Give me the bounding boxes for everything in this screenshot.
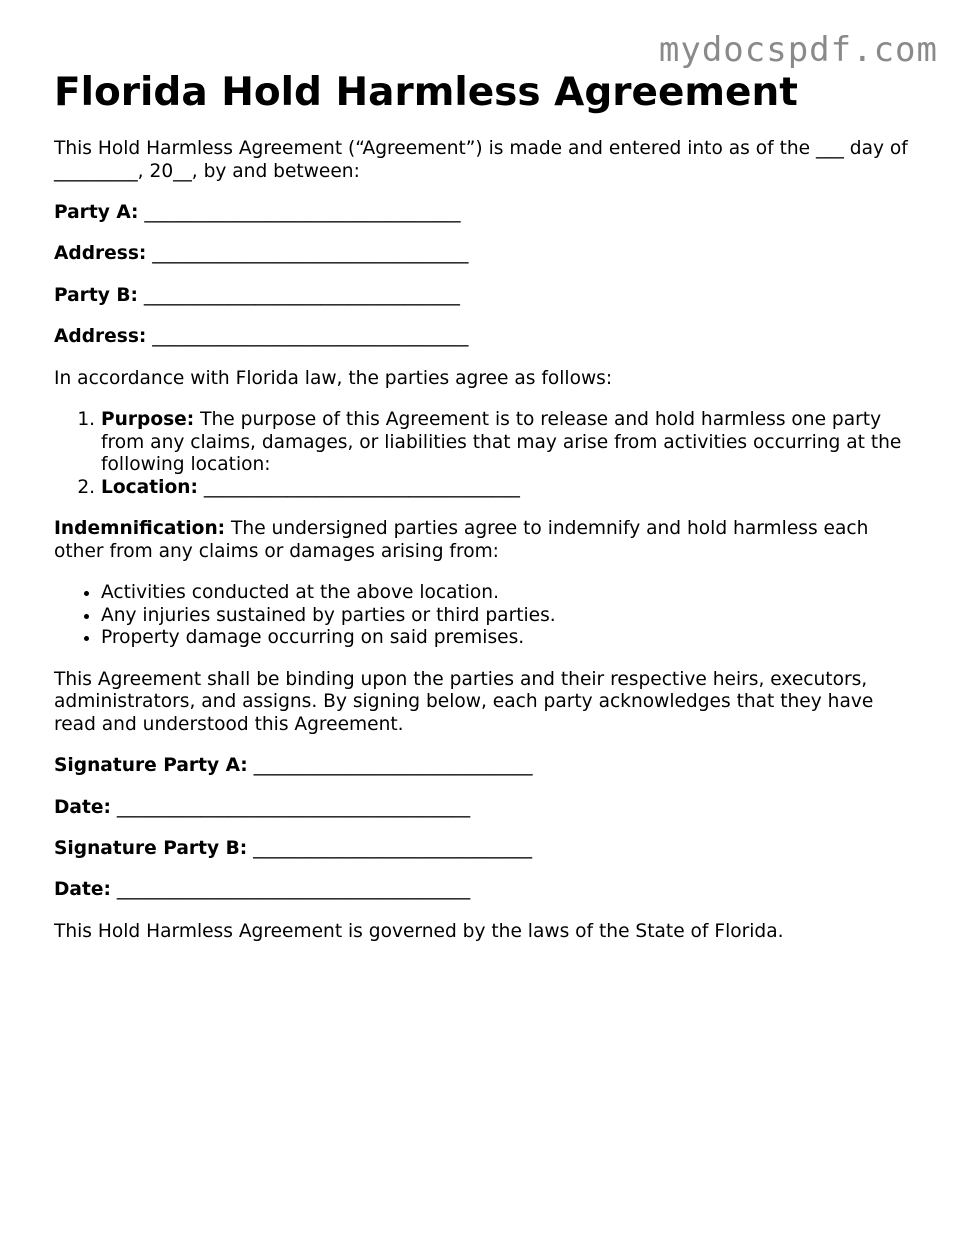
claims-list	[54, 582, 919, 650]
field-label: Address:	[54, 326, 147, 348]
terms-list	[54, 409, 919, 499]
field-blank: __________________________________	[143, 284, 460, 306]
field-blank: ______________________________________	[116, 879, 471, 901]
watermark: mydocspdf.com	[658, 30, 938, 70]
field-blank: __________________________________	[152, 326, 469, 348]
date-b-field	[54, 879, 919, 902]
party-b-field	[54, 285, 919, 308]
party-a-address-field	[54, 243, 919, 266]
field-blank: ______________________________	[253, 755, 533, 777]
field-label: Signature Party A:	[54, 755, 248, 777]
list-item: • Activities conducted at the above location.	[101, 582, 919, 605]
field-label: Signature Party B:	[54, 838, 248, 860]
field-label: Party A:	[54, 201, 139, 223]
accordance-paragraph: In accordance with Florida law, the parties agree as follows:	[54, 367, 613, 389]
governing-law-paragraph: This Hold Harmless Agreement is governed by the laws of the State of Florida.	[54, 920, 784, 942]
signature-party-a-field	[54, 755, 919, 778]
intro-paragraph: This Hold Harmless Agreement (“Agreement”) is made and entered into as of the ___ day of _________, 20__, by and between:	[54, 138, 908, 182]
list-item: • Any injuries sustained by parties or third parties.	[101, 605, 919, 628]
date-a-field	[54, 797, 919, 820]
signature-party-b-field	[54, 838, 919, 861]
list-item: • Property damage occurring on said premises.	[101, 627, 919, 650]
field-label: Address:	[54, 243, 147, 265]
indemnification-label: Indemnification:	[54, 518, 226, 540]
field-label: Party B:	[54, 284, 138, 306]
field-label: Date:	[54, 796, 111, 818]
binding-paragraph: This Agreement shall be binding upon the parties and their respective heirs, executors, administrators, and assigns. By signing below, each party acknowledges that they have read and understood this Agreement.	[54, 668, 874, 735]
field-label: Date:	[54, 879, 111, 901]
document-page	[54, 70, 919, 962]
indemnification-paragraph	[54, 518, 919, 563]
item-label: Purpose:	[101, 408, 195, 430]
list-item-location	[101, 477, 919, 500]
field-blank: ______________________________________	[116, 796, 471, 818]
party-a-field	[54, 202, 919, 225]
item-text: The purpose of this Agreement is to release and hold harmless one party from any claims, damages, or liabilities that may arise from activities occurring at the following location:	[101, 408, 902, 476]
list-item-purpose	[101, 409, 919, 477]
document-title: Florida Hold Harmless Agreement	[54, 70, 798, 115]
indemnification-text: The undersigned parties agree to indemnify and hold harmless each other from any claims or damages arising from:	[54, 518, 869, 562]
field-blank: __________________________________	[144, 201, 461, 223]
item-blank: __________________________________	[203, 476, 520, 498]
party-b-address-field	[54, 326, 919, 349]
field-blank: __________________________________	[152, 243, 469, 265]
item-label: Location:	[101, 476, 198, 498]
field-blank: ______________________________	[253, 838, 533, 860]
